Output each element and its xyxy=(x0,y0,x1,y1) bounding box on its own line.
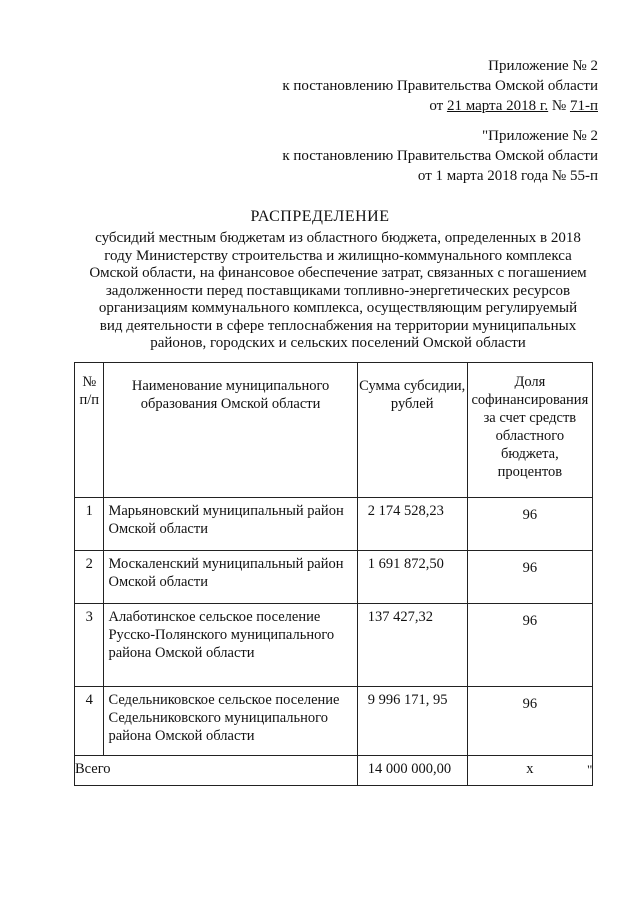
header-share: Доля софинансирования за счет средств областного бюджета, процентов xyxy=(467,363,592,498)
number-prefix: № xyxy=(551,98,567,114)
row-name: Марьяновский муниципальный район Омской области xyxy=(104,498,357,551)
appendix-current xyxy=(282,56,598,116)
distribution-table xyxy=(74,362,593,786)
row-amount: 1 691 872,50 xyxy=(357,551,467,604)
row-name: Седельниковское сельское поселение Седельниковского муниципального района Омской области xyxy=(104,687,357,756)
description-line: вид деятельности в сфере теплоснабжения на территории муниципальных xyxy=(99,317,577,334)
header-amount: Сумма субсидии, рублей xyxy=(357,363,467,498)
header-name: Наименование муниципального образования Омской области xyxy=(104,363,357,498)
row-share: 96 xyxy=(467,498,592,551)
description-line: организациям коммунального комплекса, осуществляющим регулируемый xyxy=(98,300,578,316)
description-line: субсидий местным бюджетам из областного бюджета, определенных в 2018 xyxy=(95,230,581,246)
description-line: Омской области, на финансовое обеспечение затрат, связанных с погашением xyxy=(89,265,587,281)
row-num: 3 xyxy=(75,604,104,687)
appendix-previous-date-line: от 1 марта 2018 года № 55-п xyxy=(417,168,598,184)
appendix-previous-title: "Приложение № 2 xyxy=(482,128,598,144)
row-share: 96 xyxy=(467,551,592,604)
document-description xyxy=(86,230,590,353)
resolution-number: 71-п xyxy=(569,98,598,114)
appendix-current-resolution: к постановлению Правительства Омской области xyxy=(282,78,598,94)
row-share: 96 xyxy=(467,687,592,756)
appendix-current-title: Приложение № 2 xyxy=(488,58,598,74)
total-label: Всего xyxy=(75,756,358,786)
table-header-row xyxy=(75,363,593,498)
description-line: задолженности перед поставщиками топливно-энергетических ресурсов xyxy=(105,282,571,299)
resolution-date: 21 марта 2018 г. xyxy=(446,98,549,114)
header-num: № п/п xyxy=(75,363,104,498)
row-num: 2 xyxy=(75,551,104,604)
total-share: х xyxy=(467,756,592,786)
row-amount: 9 996 171, 95 xyxy=(357,687,467,756)
row-num: 1 xyxy=(75,498,104,551)
appendix-previous xyxy=(282,126,598,186)
closing-quote: " xyxy=(587,762,593,777)
description-line: районов, городских и сельских поселений Омской области xyxy=(150,335,526,351)
total-amount: 14 000 000,00 xyxy=(357,756,467,786)
table-row xyxy=(75,604,593,687)
table-row xyxy=(75,498,593,551)
table-row xyxy=(75,551,593,604)
description-line: году Министерству строительства и жилищно-коммунального комплекса xyxy=(104,247,572,264)
row-amount: 137 427,32 xyxy=(357,604,467,687)
appendix-previous-resolution: к постановлению Правительства Омской области xyxy=(282,148,598,164)
appendix-current-date-line xyxy=(282,96,598,116)
row-amount: 2 174 528,23 xyxy=(357,498,467,551)
date-prefix: от xyxy=(429,98,444,114)
row-name: Алаботинское сельское поселение Русско-Полянского муниципального района Омской области xyxy=(104,604,357,687)
table-row xyxy=(75,687,593,756)
table-total-row xyxy=(75,756,593,786)
row-name: Москаленский муниципальный район Омской области xyxy=(104,551,357,604)
row-share: 96 xyxy=(467,604,592,687)
row-num: 4 xyxy=(75,687,104,756)
document-title: РАСПРЕДЕЛЕНИЕ xyxy=(250,208,390,225)
